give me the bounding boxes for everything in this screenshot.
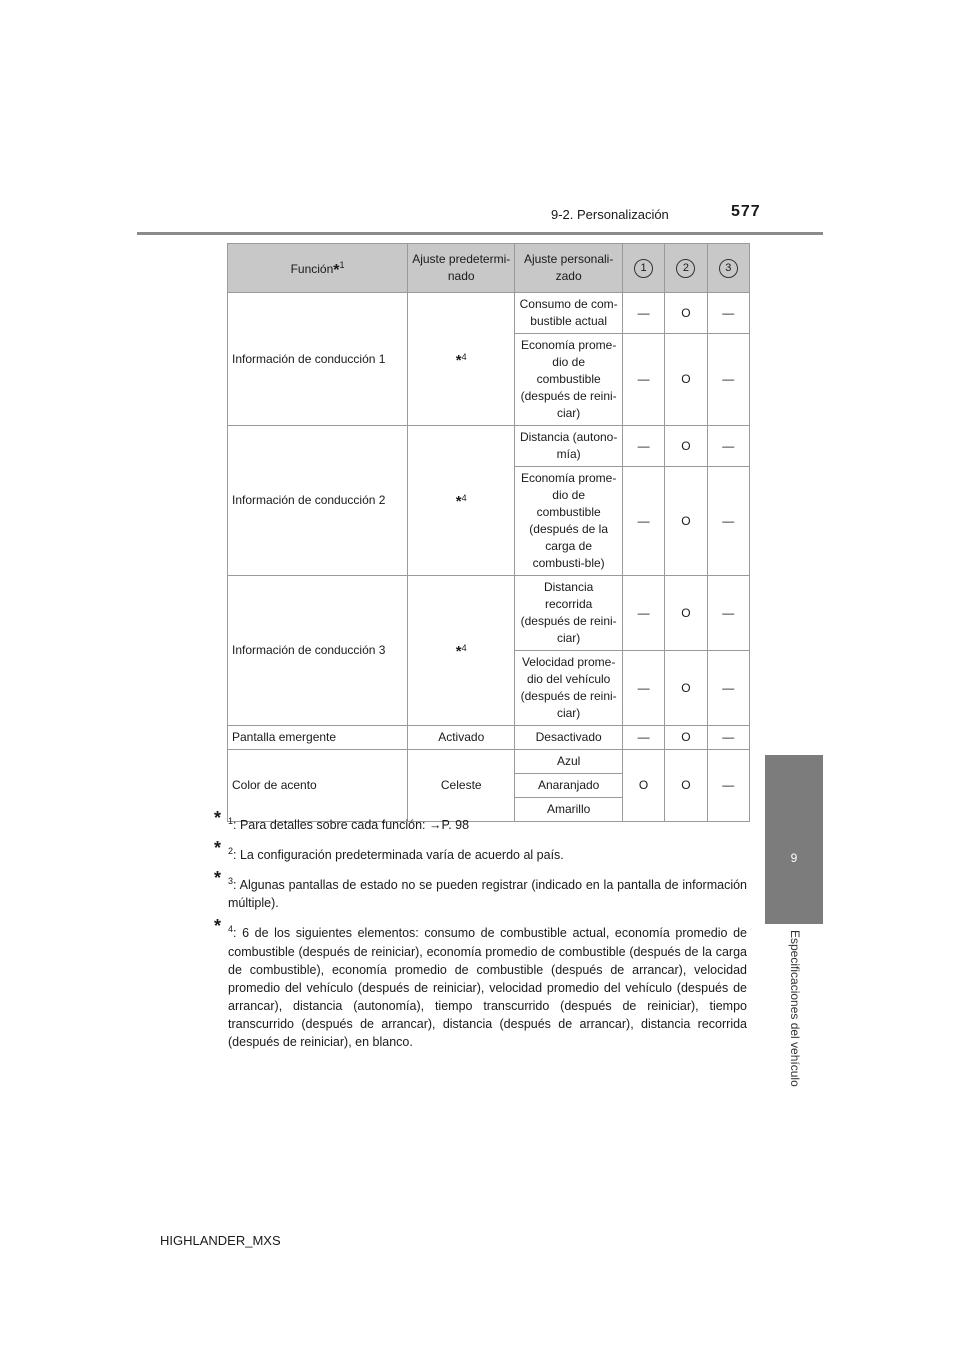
chapter-tab xyxy=(765,755,823,924)
mark-cell: O xyxy=(665,726,707,750)
header-custom: Ajuste personali-zado xyxy=(515,244,623,293)
mark-cell: O xyxy=(665,750,707,822)
asterisk-icon: * xyxy=(214,838,222,859)
custom-cell: Azul xyxy=(515,750,623,774)
asterisk-icon: * xyxy=(455,351,462,369)
chapter-number: 9 xyxy=(790,851,798,865)
table-row xyxy=(228,726,750,750)
mark-cell: — xyxy=(622,334,664,426)
footnote: * $^3$: Algunas pantallas de estado no se pueden registrar (indicado en la pantalla de información múltiple). xyxy=(214,868,747,911)
chapter-side-label xyxy=(765,930,823,1100)
header-col2 xyxy=(665,244,707,293)
custom-cell: Distancia recorrida (después de reini-ciar) xyxy=(515,576,623,651)
table-row xyxy=(228,426,750,467)
header-default: Ajuste predetermi-nado xyxy=(408,244,515,293)
mark-cell: — xyxy=(622,651,664,726)
mark-cell: — xyxy=(622,576,664,651)
mark-cell: O xyxy=(665,334,707,426)
custom-cell: Amarillo xyxy=(515,798,623,822)
mark-cell: — xyxy=(622,426,664,467)
header-col3 xyxy=(707,244,749,293)
asterisk-icon: * xyxy=(455,643,462,660)
function-cell: Información de conducción 3 xyxy=(228,576,408,726)
default-cell: Activado xyxy=(408,726,515,750)
table-row xyxy=(228,750,750,774)
circled-number-icon: 3 xyxy=(719,259,738,278)
default-cell: *$^4$ xyxy=(408,576,515,726)
footer-model: HIGHLANDER_MXS xyxy=(160,1233,281,1248)
mark-cell: — xyxy=(707,726,749,750)
custom-cell: Anaranjado xyxy=(515,774,623,798)
function-cell: Pantalla emergente xyxy=(228,726,408,750)
mark-cell: — xyxy=(707,467,749,576)
chapter-title: Especificaciones del vehículo xyxy=(788,930,802,1087)
default-cell: Celeste xyxy=(408,750,515,822)
mark-cell: O xyxy=(665,467,707,576)
custom-cell: Economía prome-dio de combustible (después de la carga de combusti-ble) xyxy=(515,467,623,576)
table-header-row xyxy=(228,244,750,293)
asterisk-icon: * xyxy=(214,916,222,937)
asterisk-icon: * xyxy=(455,493,462,510)
mark-cell: — xyxy=(622,293,664,334)
mark-cell: — xyxy=(622,467,664,576)
custom-cell: Desactivado xyxy=(515,726,623,750)
table-row xyxy=(228,293,750,334)
mark-cell: O xyxy=(665,293,707,334)
custom-cell: Velocidad prome-dio del vehículo (después de reini-ciar) xyxy=(515,651,623,726)
custom-cell: Distancia (autono-mía) xyxy=(515,426,623,467)
footnote: * $^4$: 6 de los siguientes elementos: consumo de combustible actual, economía promedio de combustible (después de reiniciar), economía promedio de combustible (después de la carga de combustible), economía promedio de combustible (después de arrancar), velocidad promedio del vehículo (después de reiniciar), velocidad promedio del vehículo (después de arrancar), distancia (autonomía), tiempo transcurrido (después de reiniciar), tiempo transcurrido (después de arrancar), distancia (después de arrancar), distancia recorrida (después de reiniciar), en blanco. xyxy=(214,916,747,1049)
custom-cell: Consumo de com-bustible actual xyxy=(515,293,623,334)
mark-cell: — xyxy=(707,750,749,822)
mark-cell: O xyxy=(665,576,707,651)
default-cell: *$^4$ xyxy=(408,426,515,576)
header-function: Función*$^1$ xyxy=(228,244,408,293)
function-cell: Información de conducción 2 xyxy=(228,426,408,576)
customization-table xyxy=(227,243,750,822)
header-col1 xyxy=(622,244,664,293)
asterisk-icon: * xyxy=(214,808,222,828)
circled-number-icon: 1 xyxy=(634,259,653,278)
page-number: 577 xyxy=(731,203,761,220)
mark-cell: — xyxy=(707,651,749,726)
mark-cell: — xyxy=(622,726,664,750)
function-cell: Información de conducción 1 xyxy=(228,293,408,426)
mark-cell: — xyxy=(707,293,749,334)
header-divider xyxy=(137,232,823,235)
table-row xyxy=(228,576,750,651)
mark-cell: O xyxy=(622,750,664,822)
mark-cell: — xyxy=(707,426,749,467)
circled-number-icon: 2 xyxy=(676,259,695,278)
custom-cell: Economía prome-dio de combustible (después de reini-ciar) xyxy=(515,334,623,426)
mark-cell: — xyxy=(707,576,749,651)
mark-cell: O xyxy=(665,651,707,726)
footnote: * $^1$: Para detalles sobre cada función: →P. 98 xyxy=(214,808,470,833)
mark-cell: — xyxy=(707,334,749,426)
footnote: * $^2$: La configuración predeterminada varía de acuerdo al país. xyxy=(214,838,564,863)
asterisk-icon: * xyxy=(214,868,222,889)
default-cell: *$^4$ xyxy=(408,293,515,426)
asterisk-icon: * xyxy=(333,262,340,279)
section-title: 9-2. Personalización xyxy=(551,207,669,222)
function-cell: Color de acento xyxy=(228,750,408,822)
mark-cell: O xyxy=(665,426,707,467)
